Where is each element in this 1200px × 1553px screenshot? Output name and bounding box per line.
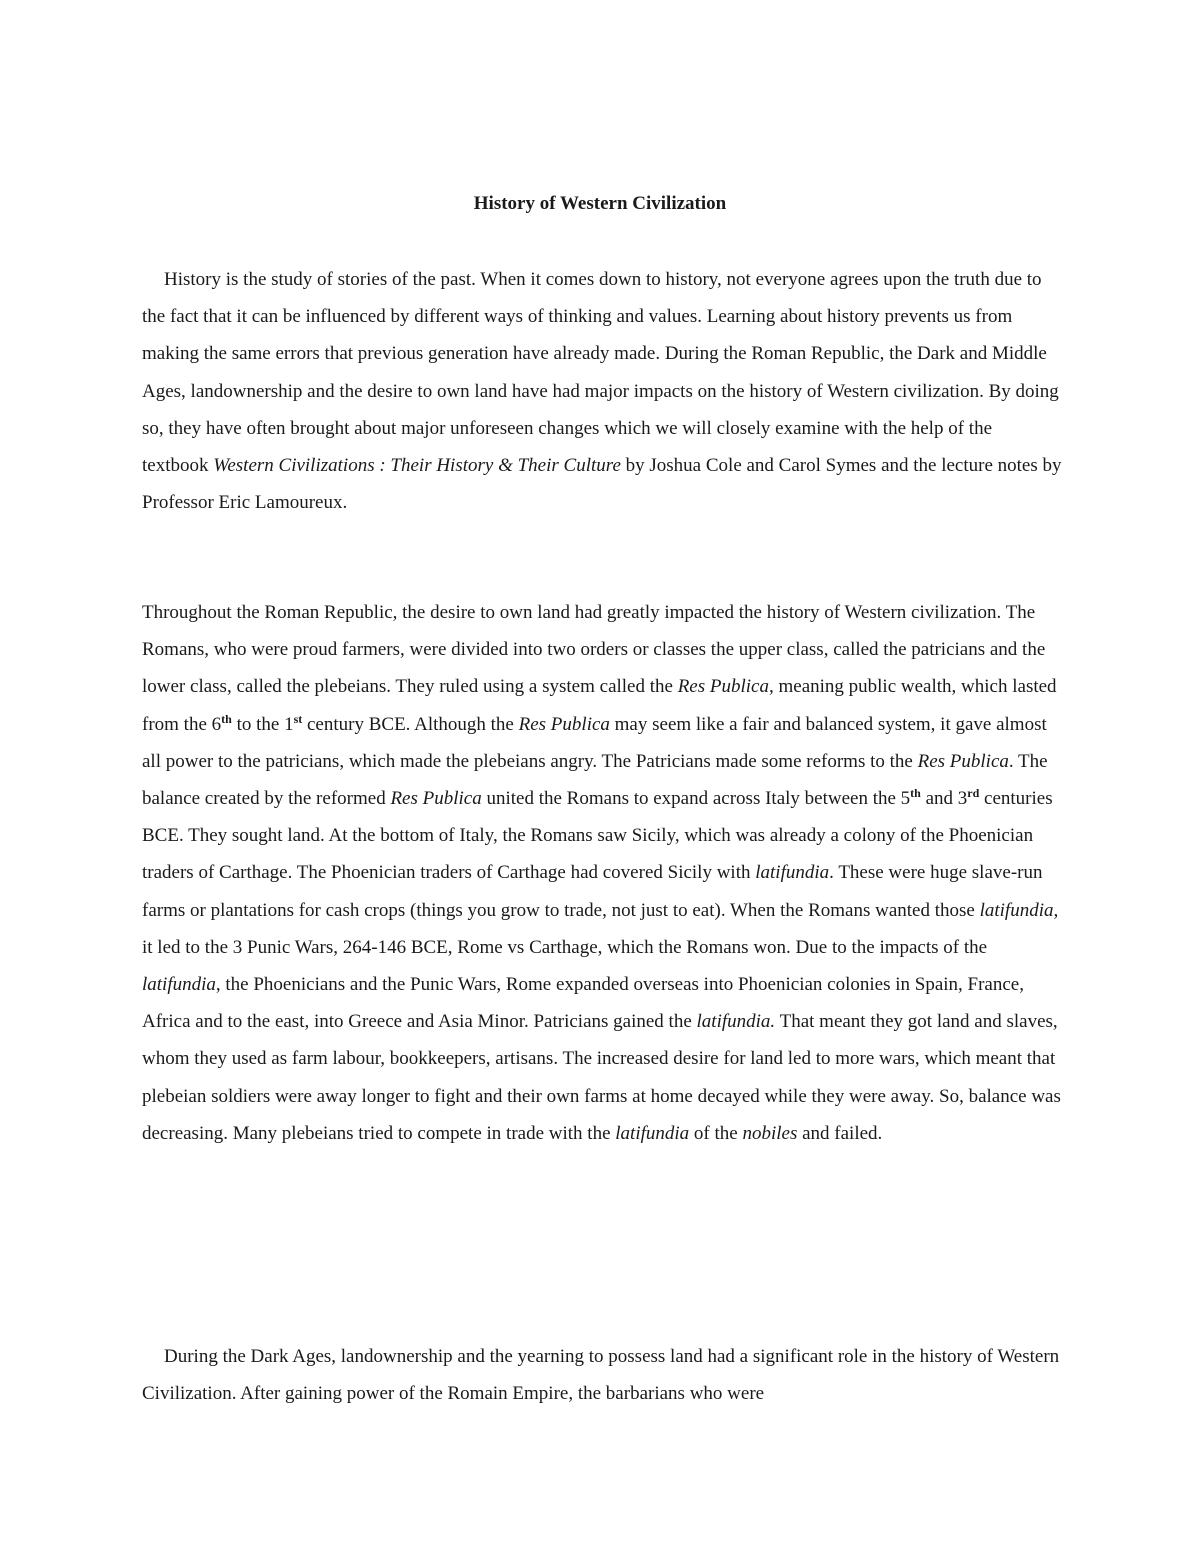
paragraph-text: , the Phoenicians and the Punic Wars, Rome expanded overseas into Phoenician colonies in Spain, France, Africa and to the east, into Greece and Asia Minor. Patricians gained the [142, 974, 1024, 1033]
italic-text: latifundia [755, 862, 830, 884]
paragraph-text: century BCE. Although the [302, 713, 519, 735]
paragraph-text: by Joshua Cole and Carol Symes and the lecture notes by Professor Eric Lamoureux. [142, 455, 1062, 514]
italic-text: latifundia, [979, 899, 1059, 921]
italic-text: latifundia [615, 1122, 690, 1144]
paragraph-text: meaning public wealth, which lasted from the 6 [142, 676, 1057, 735]
italic-text: Res Publica [518, 713, 610, 735]
paragraph-text: . These were huge slave-run farms or plantations for cash crops (things you grow to trade, not just to eat). When the Romans wanted those [142, 862, 1043, 921]
italic-text: Res Publica [917, 750, 1009, 772]
ordinal-superscript: th [221, 711, 232, 726]
paragraph-text: it led to the 3 Punic Wars, 264-146 BCE, Rome vs Carthage, which the Romans won. Due to the impacts of the [142, 936, 988, 958]
document-title: History of Western Civilization [473, 193, 727, 214]
paragraph-text: . The balance created by the reformed [142, 750, 1048, 810]
paragraph-text: to the 1 [231, 713, 294, 735]
paragraph-introduction [142, 261, 1062, 521]
ordinal-superscript: rd [967, 786, 980, 801]
italic-text: latifundia. [696, 1011, 776, 1033]
paragraph-text: centuries BCE. They sought land. At the bottom of Italy, the Romans saw Sicily, which was already a colony of the Phoenician traders of Carthage. The Phoenician traders of Carthage had covered Sicily with [142, 788, 1053, 884]
italic-text: Western Civilizations : Their History & Their Culture [213, 455, 621, 477]
paragraph-dark-ages [142, 1338, 1062, 1412]
paragraph-text: and 3 [920, 788, 968, 810]
paragraph-text: History is the study of stories of the past. When it comes down to history, not everyone agrees upon the truth due to the fact that it can be influenced by different ways of thinking and values. Learning about history prevents us from making the same errors that previous generation have already made. During the Roman Republic, the Dark and Middle Ages, landownership and the desire to own land have had major impacts on the history of Western civilization. By doing so, they have often brought about major unforeseen changes which we will closely examine with the help of the textbook [142, 269, 1059, 477]
paragraph-text: united the Romans to expand across Italy between the 5 [481, 788, 911, 810]
paragraph-text: Throughout the Roman Republic, the desire to own land had greatly impacted the history of Western civilization. The Romans, who were proud farmers, were divided into two orders or classes the upper class, called the patricians and the lower class, called the plebeians. They ruled using a system called the [142, 602, 1046, 698]
ordinal-superscript: st [293, 711, 303, 726]
italic-text: Res Publica [390, 788, 482, 810]
paragraph-text: During the Dark Ages, landownership and the yearning to possess land had a significant role in the history of Western Civilization. After gaining power of the Romain Empire, the barbarians who were [142, 1346, 1060, 1405]
ordinal-superscript: th [910, 786, 921, 801]
italic-text: Res Publica, [677, 676, 774, 698]
paragraph-roman-republic [142, 594, 1062, 1152]
paragraph-text: That meant they got land and slaves, whom they used as farm labour, bookkeepers, artisans. The increased desire for land led to more wars, which meant that plebeian soldiers were away longer to fight and their own farms at home decayed while they were away. So, balance was decreasing. Many plebeians tried to compete in trade with the [142, 1011, 1061, 1144]
paragraph-text: of the [689, 1122, 743, 1144]
italic-text: latifundia [142, 974, 216, 996]
paragraph-text: and failed. [797, 1122, 883, 1144]
paragraph-text: may seem like a fair and balanced system, it gave almost all power to the patricians, which made the plebeians angry. The Patricians made some reforms to the [142, 713, 1047, 772]
italic-text: nobiles [742, 1122, 798, 1144]
